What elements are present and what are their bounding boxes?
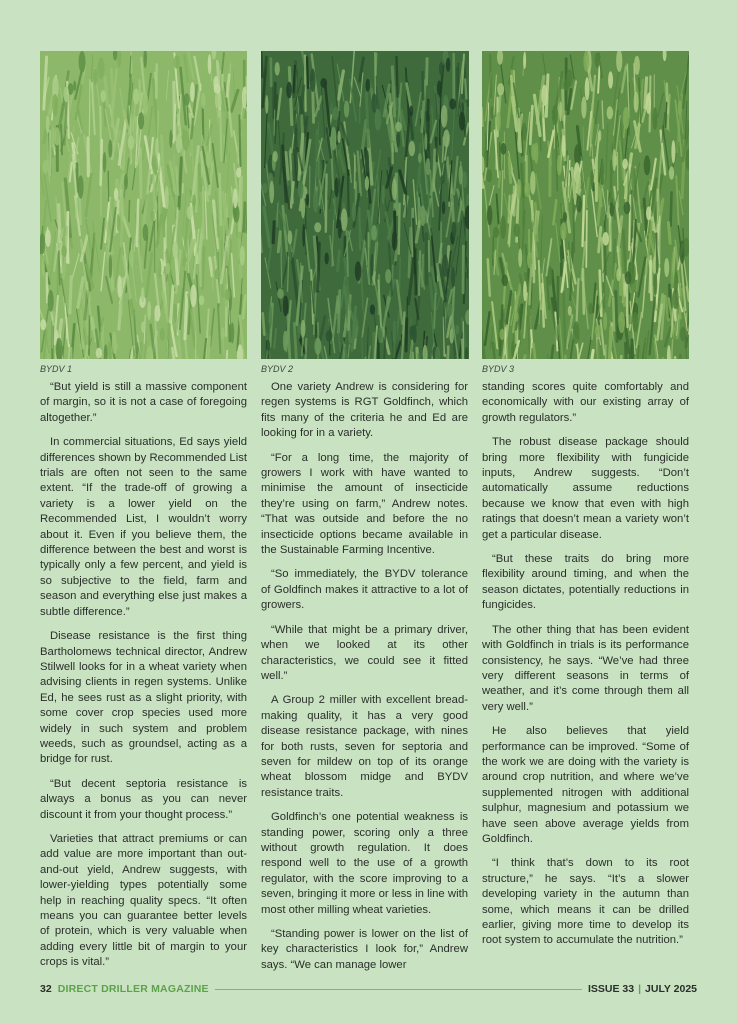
article-column-2 — [261, 380, 468, 982]
paragraph: In commercial situations, Ed says yield differences shown by Recommended List trials are often not seen to the same extent. “If the trade-off of growing a variety is a lower yield on the Recommended List, I wouldn’t worry about it. Even if you believe them, the difference between the best and worst is typically only a few percent, and yield is so subjective to the field, farm and season and everything else just makes a subtle difference.” — [40, 436, 247, 618]
wheat-photo-bydv-3 — [482, 51, 689, 359]
paragraph: “While that might be a primary driver, when we looked at its other characteristics, we could see it fitted well.” — [261, 623, 468, 682]
paragraph: “For a long time, the majority of growers I work with have wanted to minimise the amount of insecticide they’re using on farm,” Andrew notes. “That was outside and before the no insecticide options became available in the Sustainable Farming Incentive. — [261, 451, 468, 557]
issue-number: ISSUE 33 — [587, 983, 635, 995]
paragraph: Goldfinch’s one potential weakness is standing power, scoring only a three without growth regulation. It does respond well to the use of a growth regulator, with the score improving to a seven, bringing it more or less in line with most other milling wheat varieties. — [261, 811, 468, 916]
wheat-field-image — [261, 51, 469, 359]
paragraph: He also believes that yield performance can be improved. “Some of the work we are doing with the variety is around crop nutrition, and where we’ve supplemented nitrogen with additional sulphur, magnesium and potassium we have seen above average yields from Goldfinch. — [482, 725, 689, 845]
paragraph: “But these traits do bring more flexibility around timing, and when the season dictates, potentially reductions in fungicides. — [482, 553, 689, 612]
paragraph: “But decent septoria resistance is always a bonus as you can never discount it from your thought process.” — [40, 777, 247, 821]
issue-date: JULY 2025 — [645, 983, 697, 995]
article-column-1 — [40, 380, 247, 980]
footer-separator: | — [638, 983, 642, 995]
page-number: 32 — [40, 983, 52, 995]
paragraph: One variety Andrew is considering for regen systems is RGT Goldfinch, which fits many of the criteria he and Ed are looking for in a variety. — [261, 381, 468, 440]
paragraph: Varieties that attract premiums or can add value are more important than out-and-out yield, Andrew suggests, with lower-yielding types potentially some help in reaching quality specs. “It often means you can guarantee better levels of protein, which is very valuable when adding every little bit of margin to your crops is vital.” — [40, 832, 247, 969]
photo-caption: BYDV 1 — [40, 364, 73, 374]
wheat-photo-bydv-1 — [40, 51, 247, 359]
wheat-field-image — [482, 51, 689, 359]
article-column-3 — [482, 380, 689, 958]
paragraph: “Standing power is lower on the list of key characteristics I look for,” Andrew says. “We can manage lower — [261, 928, 468, 971]
paragraph: The other thing that has been evident with Goldfinch in trials is its performance consistency, he says. “We’ve had three very different seasons in terms of weather, and it’s come through them all very well.” — [482, 623, 689, 713]
paragraph: “But yield is still a massive component of margin, so it is not a case of foregoing altogether.” — [40, 381, 247, 424]
wheat-field-image — [40, 51, 247, 359]
paragraph: “I think that’s down to its root structure,” he says. “It’s a slower developing variety in the autumn than some, which means it can be drilled earlier, giving more time to develop its root system to accumulate the nutrition.” — [482, 857, 689, 947]
page-footer — [40, 982, 697, 996]
paragraph: standing scores quite comfortably and economically with our existing array of growth regulators.” — [482, 381, 689, 424]
paragraph: “So immediately, the BYDV tolerance of Goldfinch makes it attractive to a lot of growers. — [261, 568, 468, 612]
paragraph: Disease resistance is the first thing Bartholomews technical director, Andrew Stilwell looks for in a wheat variety when advising clients in regen systems. Unlike Ed, he sees rust as a slight priority, with some cover crop species used more widely in such system and problem weeds, such as groundsel, acting as a bridge for rust. — [40, 630, 247, 766]
photo-caption: BYDV 3 — [482, 364, 515, 374]
paragraph: A Group 2 miller with excellent bread-making quality, it has a very good disease resistance package, with nines for both rusts, seven for septoria and seven for mildew on top of its orange wheat blossom midge and BYDV resistance traits. — [261, 694, 468, 799]
magazine-title: DIRECT DRILLER MAGAZINE — [57, 983, 209, 995]
wheat-photo-bydv-2 — [261, 51, 469, 359]
paragraph: The robust disease package should bring more flexibility with fungicide inputs, Andrew suggests. “Don’t automatically assume reductions because we know that even with high ratings that doesn’t mean a variety won’t get a particular disease. — [482, 436, 689, 541]
footer-rule — [215, 989, 582, 990]
photo-caption: BYDV 2 — [261, 364, 294, 374]
